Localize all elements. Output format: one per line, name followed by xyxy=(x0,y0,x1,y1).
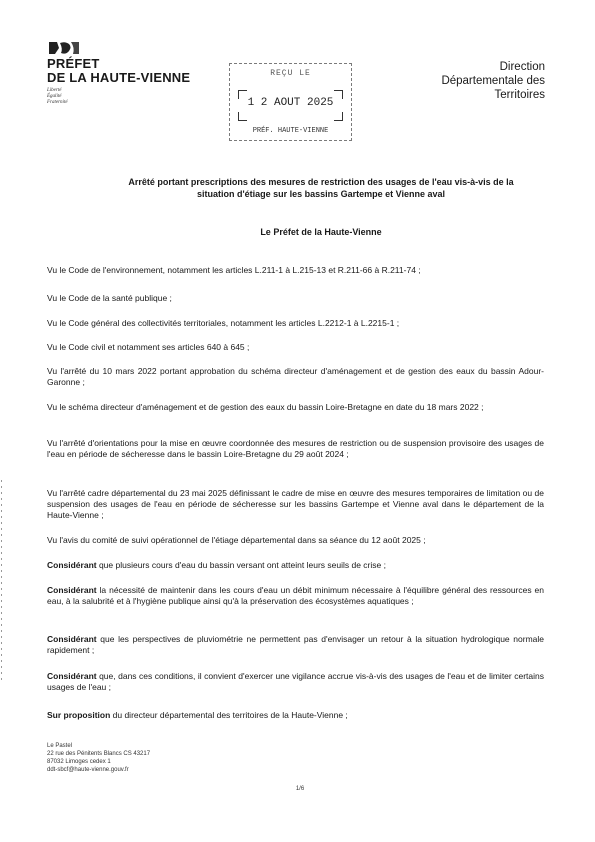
considerant-paragraph: Considérant que plusieurs cours d'eau du bassin versant ont atteint leurs seuils de crise ; xyxy=(47,560,386,570)
visa-paragraph: Vu l'arrêté du 10 mars 2022 portant approbation du schéma directeur d'aménagement et de gestion des eaux du bassin Adour-Garonne ; xyxy=(47,366,544,387)
direction-line2: Départementale des xyxy=(441,75,545,87)
reception-stamp xyxy=(229,63,352,141)
page-number: 1/6 xyxy=(295,786,305,792)
stamp-corner-mark xyxy=(334,112,343,121)
marianne-emblem-icon xyxy=(47,40,81,56)
direction-line1: Direction xyxy=(499,61,545,73)
footer-address xyxy=(47,742,150,774)
motto-line3: Fraternité xyxy=(47,100,68,105)
stamp-corner-mark xyxy=(334,90,343,99)
considerant-paragraph: Considérant que les perspectives de pluviométrie ne permettent pas d'envisager un retour à la situation hydrologique normale rapidement ; xyxy=(47,634,544,655)
visa-paragraph: Vu le Code civil et notamment ses articles 640 à 645 ; xyxy=(47,342,250,352)
visa-paragraph: Vu l'arrêté cadre départemental du 23 mai 2025 définissant le cadre de mise en œuvre des mesures temporaires de limitation ou de suspension des usages de l'eau en période de sécheresse sur les bassins Gartempe et Vienne aval dans le département de la Haute-Vienne ; xyxy=(47,488,544,520)
prefecture-name xyxy=(47,57,190,85)
decree-author: Le Préfet de la Haute-Vienne xyxy=(260,227,382,237)
motto-line1: Liberté xyxy=(47,88,62,93)
prefecture-line2: DE LA HAUTE-VIENNE xyxy=(47,70,191,85)
visa-paragraph: Vu le Code de la santé publique ; xyxy=(47,293,172,303)
footer-line1: Le Pastel xyxy=(47,743,73,749)
scan-edge-mark xyxy=(1,480,2,680)
republic-motto xyxy=(47,88,68,106)
footer-line2: 22 rue des Pénitents Blancs CS 43217 xyxy=(47,751,151,757)
proposition-paragraph: Sur proposition du directeur départemental des territoires de la Haute-Vienne ; xyxy=(47,710,348,720)
stamp-top-text: REÇU LE xyxy=(270,69,311,78)
visa-paragraph: Vu le schéma directeur d'aménagement et de gestion des eaux du bassin Loire-Bretagne en date du 18 mars 2022 ; xyxy=(47,402,484,412)
direction-line3: Territoires xyxy=(494,89,545,101)
issuing-direction xyxy=(441,60,545,102)
footer-line3: 87032 Limoges cedex 1 xyxy=(47,759,111,765)
stamp-date: 1 2 AOUT 2025 xyxy=(247,97,334,109)
visa-paragraph: Vu le Code général des collectivités territoriales, notamment les articles L.2212-1 à L.2215-1 ; xyxy=(47,318,400,328)
decree-title xyxy=(96,176,546,200)
visa-paragraph: Vu le Code de l'environnement, notamment les articles L.211-1 à L.215-13 et R.211-66 à R.211-74 ; xyxy=(47,265,421,275)
visa-paragraph: Vu l'avis du comité de suivi opérationnel de l'étiage départemental dans sa séance du 12 août 2025 ; xyxy=(47,535,426,545)
stamp-corner-mark xyxy=(238,90,247,99)
title-line1: Arrêté portant prescriptions des mesures de restriction des usages de l'eau vis-à-vis de la xyxy=(128,177,514,187)
considerant-paragraph: Considérant que, dans ces conditions, il convient d'exercer une vigilance accrue vis-à-vis des usages de l'eau et de limiter certains usages de l'eau ; xyxy=(47,671,544,692)
title-line2: situation d'étiage sur les bassins Gartempe et Vienne aval xyxy=(196,189,446,199)
footer-email: ddt-sbcf@haute-vienne.gouv.fr xyxy=(47,767,129,773)
stamp-corner-mark xyxy=(238,112,247,121)
considerant-paragraph: Considérant la nécessité de maintenir dans les cours d'eau un débit minimum nécessaire à l'équilibre général des ressources en eau, à la salubrité et à l'hygiène publique ainsi qu'à la préservation des écosystèmes aquatiques ; xyxy=(47,585,544,606)
motto-line2: Égalité xyxy=(47,94,62,99)
visa-paragraph: Vu l'arrêté d'orientations pour la mise en œuvre coordonnée des mesures de restriction ou de suspension provisoire des usages de l'eau en période de sécheresse dans le bassin Loire-Bretagne du 29 août 2024 ; xyxy=(47,438,544,459)
prefecture-line1: PRÉFET xyxy=(47,56,100,71)
stamp-bottom-text: PRÉF. HAUTE-VIENNE xyxy=(252,127,329,135)
